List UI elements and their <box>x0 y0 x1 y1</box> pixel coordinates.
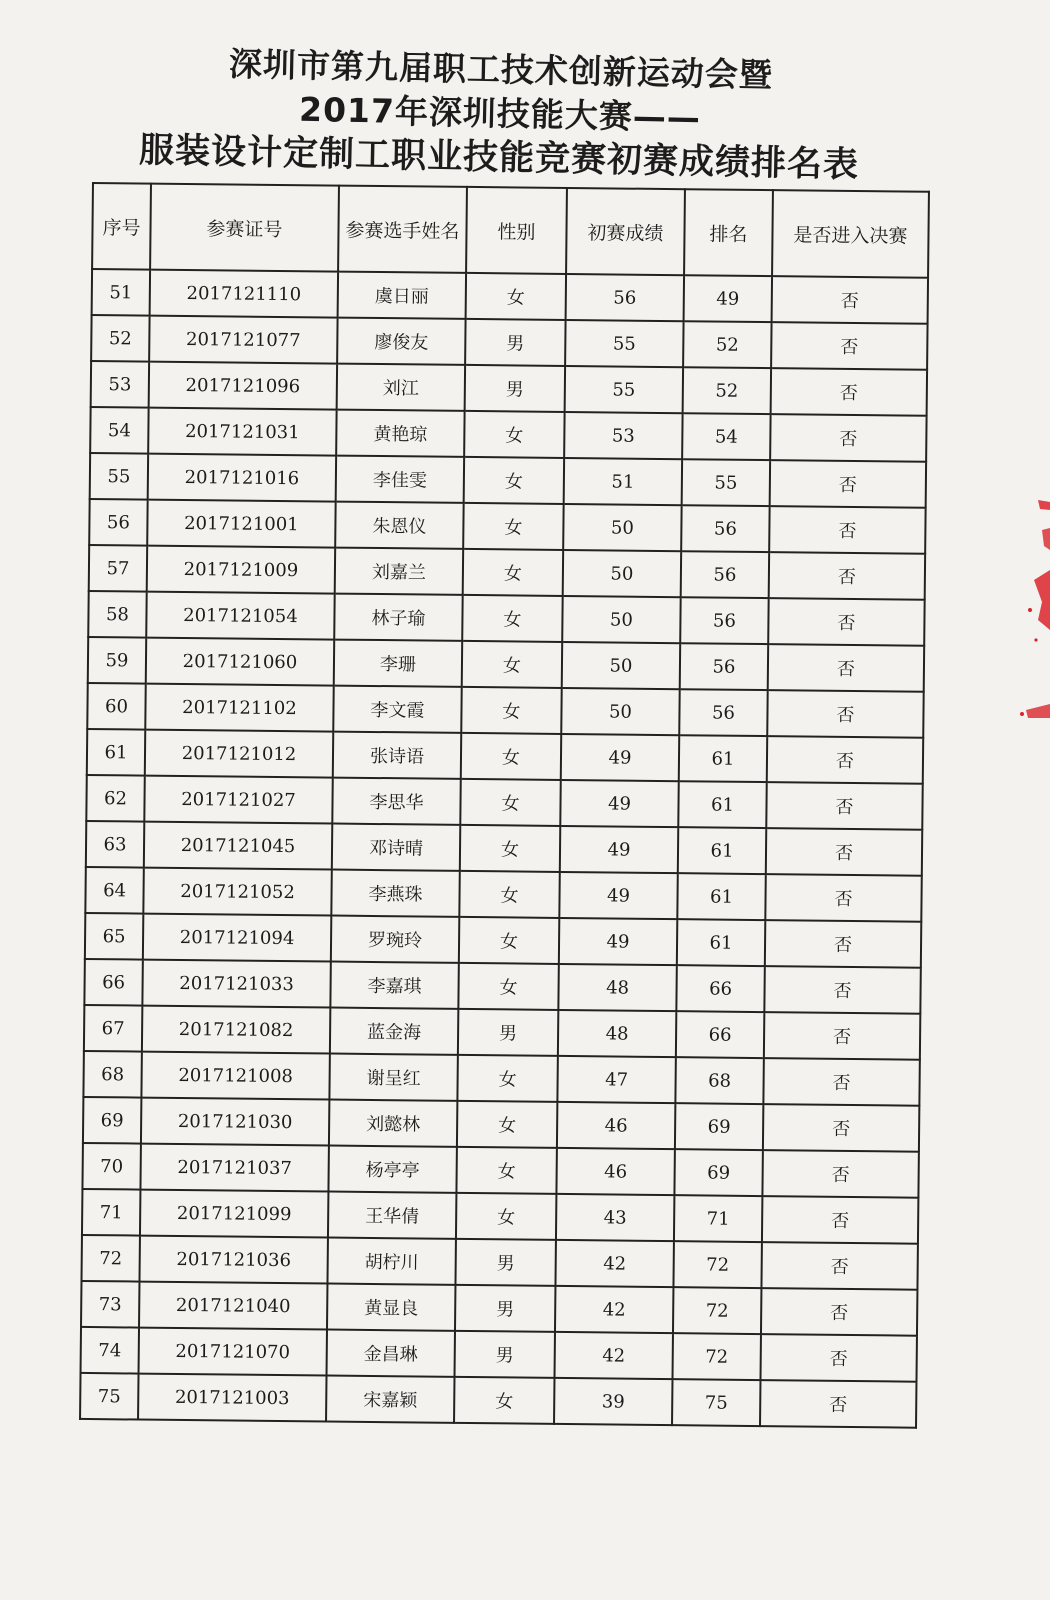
cell-id: 2017121008 <box>141 1052 329 1100</box>
cell-id: 2017121030 <box>141 1098 329 1146</box>
cell-final: 否 <box>763 1104 919 1152</box>
cell-seq: 70 <box>82 1143 140 1190</box>
header-score: 初赛成绩 <box>566 188 685 275</box>
cell-rank: 56 <box>680 643 768 690</box>
cell-seq: 74 <box>81 1327 139 1374</box>
cell-name: 杨亭亭 <box>328 1146 456 1193</box>
cell-rank: 69 <box>675 1103 763 1150</box>
header-id: 参赛证号 <box>150 184 339 272</box>
cell-name: 刘嘉兰 <box>335 548 463 595</box>
cell-name: 王华倩 <box>328 1192 456 1239</box>
table-row <box>80 1373 916 1428</box>
cell-rank: 49 <box>684 275 772 322</box>
cell-score: 48 <box>558 1010 676 1057</box>
cell-final: 否 <box>771 368 927 416</box>
cell-seq: 58 <box>88 591 146 638</box>
cell-rank: 56 <box>681 505 769 552</box>
cell-final: 否 <box>766 782 922 830</box>
cell-rank: 69 <box>674 1149 762 1196</box>
cell-gender: 女 <box>457 1101 557 1148</box>
cell-score: 47 <box>557 1056 675 1103</box>
results-table <box>79 182 930 1429</box>
cell-rank: 56 <box>680 597 768 644</box>
cell-seq: 59 <box>88 637 146 684</box>
cell-name: 胡柠川 <box>327 1238 455 1285</box>
cell-name: 谢呈红 <box>329 1054 457 1101</box>
cell-rank: 56 <box>681 551 769 598</box>
cell-seq: 73 <box>81 1281 139 1328</box>
cell-seq: 56 <box>89 499 147 546</box>
cell-seq: 72 <box>81 1235 139 1282</box>
header-rank: 排名 <box>684 189 773 276</box>
cell-score: 50 <box>563 550 681 597</box>
cell-score: 50 <box>561 688 679 735</box>
header-gender: 性别 <box>466 187 567 274</box>
cell-final: 否 <box>767 690 923 738</box>
cell-id: 2017121054 <box>146 592 334 640</box>
cell-id: 2017121060 <box>146 638 334 686</box>
cell-name: 刘懿林 <box>329 1100 457 1147</box>
cell-seq: 69 <box>83 1097 141 1144</box>
cell-final: 否 <box>768 598 924 646</box>
cell-final: 否 <box>760 1380 916 1428</box>
cell-seq: 57 <box>89 545 147 592</box>
cell-rank: 61 <box>679 735 767 782</box>
cell-final: 否 <box>769 552 925 600</box>
cell-id: 2017121003 <box>138 1374 326 1422</box>
cell-seq: 71 <box>82 1189 140 1236</box>
cell-name: 李文霞 <box>333 686 461 733</box>
cell-gender: 女 <box>457 1055 557 1102</box>
cell-gender: 男 <box>455 1331 555 1378</box>
cell-id: 2017121094 <box>143 914 331 962</box>
cell-gender: 男 <box>455 1239 555 1286</box>
cell-rank: 61 <box>678 781 766 828</box>
cell-score: 50 <box>563 504 681 551</box>
cell-score: 48 <box>558 964 676 1011</box>
cell-score: 46 <box>556 1148 674 1195</box>
cell-id: 2017121040 <box>139 1282 327 1330</box>
cell-gender: 男 <box>465 319 565 366</box>
cell-name: 张诗语 <box>333 732 461 779</box>
cell-rank: 72 <box>672 1333 760 1380</box>
cell-final: 否 <box>763 1058 919 1106</box>
header-name: 参赛选手姓名 <box>338 186 467 273</box>
cell-final: 否 <box>771 322 927 370</box>
document-title <box>119 40 882 188</box>
cell-rank: 68 <box>675 1057 763 1104</box>
cell-id: 2017121077 <box>149 316 337 364</box>
cell-seq: 55 <box>90 453 148 500</box>
cell-id: 2017121052 <box>143 868 331 916</box>
cell-score: 55 <box>565 366 683 413</box>
cell-final: 否 <box>762 1196 918 1244</box>
cell-final: 否 <box>764 966 920 1014</box>
seal-stamp <box>1016 490 1050 730</box>
cell-score: 50 <box>562 642 680 689</box>
cell-gender: 女 <box>460 779 560 826</box>
cell-gender: 女 <box>461 733 561 780</box>
cell-score: 49 <box>561 734 679 781</box>
cell-gender: 女 <box>463 549 563 596</box>
cell-name: 宋嘉颖 <box>326 1376 454 1423</box>
cell-final: 否 <box>761 1242 917 1290</box>
cell-rank: 55 <box>682 459 770 506</box>
cell-rank: 72 <box>673 1287 761 1334</box>
cell-rank: 52 <box>683 321 771 368</box>
cell-gender: 女 <box>456 1193 556 1240</box>
cell-name: 虞日丽 <box>338 272 466 319</box>
cell-seq: 60 <box>87 683 145 730</box>
cell-seq: 66 <box>84 959 142 1006</box>
cell-rank: 71 <box>674 1195 762 1242</box>
cell-gender: 女 <box>458 963 558 1010</box>
cell-seq: 65 <box>85 913 143 960</box>
cell-score: 49 <box>560 780 678 827</box>
cell-rank: 56 <box>679 689 767 736</box>
cell-gender: 女 <box>456 1147 556 1194</box>
cell-seq: 61 <box>87 729 145 776</box>
cell-id: 2017121033 <box>142 960 330 1008</box>
cell-final: 否 <box>769 506 925 554</box>
cell-score: 55 <box>565 320 683 367</box>
cell-name: 廖俊友 <box>337 318 465 365</box>
cell-id: 2017121099 <box>140 1190 328 1238</box>
cell-id: 2017121045 <box>144 822 332 870</box>
cell-final: 否 <box>761 1288 917 1336</box>
cell-gender: 女 <box>459 871 559 918</box>
cell-id: 2017121102 <box>145 684 333 732</box>
table-body <box>80 269 928 1428</box>
cell-gender: 女 <box>462 641 562 688</box>
cell-rank: 75 <box>672 1379 760 1426</box>
cell-id: 2017121016 <box>148 454 336 502</box>
cell-name: 李嘉琪 <box>330 962 458 1009</box>
cell-gender: 女 <box>463 503 563 550</box>
cell-gender: 男 <box>458 1009 558 1056</box>
cell-score: 56 <box>566 274 684 321</box>
cell-name: 罗琬玲 <box>331 916 459 963</box>
cell-seq: 67 <box>84 1005 142 1052</box>
title-line-3: 服装设计定制工职业技能竞赛初赛成绩排名表 <box>138 130 860 186</box>
cell-final: 否 <box>765 920 921 968</box>
cell-score: 49 <box>559 872 677 919</box>
cell-name: 李思华 <box>332 778 460 825</box>
cell-name: 金昌琳 <box>327 1330 455 1377</box>
cell-gender: 女 <box>460 825 560 872</box>
cell-name: 蓝金海 <box>330 1008 458 1055</box>
cell-score: 46 <box>557 1102 675 1149</box>
cell-gender: 女 <box>466 273 566 320</box>
cell-id: 2017121036 <box>139 1236 327 1284</box>
cell-id: 2017121037 <box>140 1144 328 1192</box>
header-final: 是否进入决赛 <box>772 190 929 278</box>
cell-id: 2017121009 <box>147 546 335 594</box>
cell-final: 否 <box>768 644 924 692</box>
cell-final: 否 <box>765 874 921 922</box>
cell-name: 李珊 <box>334 640 462 687</box>
cell-rank: 72 <box>673 1241 761 1288</box>
title-line-1: 深圳市第九届职工技术创新运动会暨 <box>228 44 774 95</box>
cell-final: 否 <box>767 736 923 784</box>
cell-name: 李燕珠 <box>331 870 459 917</box>
cell-rank: 66 <box>676 965 764 1012</box>
cell-name: 邓诗晴 <box>332 824 460 871</box>
cell-seq: 53 <box>91 361 149 408</box>
cell-score: 49 <box>560 826 678 873</box>
cell-id: 2017121027 <box>144 776 332 824</box>
title-line-2: 2017年深圳技能大赛—— <box>298 89 702 138</box>
cell-score: 43 <box>556 1194 674 1241</box>
cell-final: 否 <box>772 276 928 324</box>
cell-rank: 61 <box>677 873 765 920</box>
seal-icon <box>1016 490 1050 730</box>
cell-gender: 男 <box>465 365 565 412</box>
cell-rank: 61 <box>678 827 766 874</box>
cell-name: 朱恩仪 <box>335 502 463 549</box>
cell-id: 2017121082 <box>142 1006 330 1054</box>
cell-score: 42 <box>555 1332 673 1379</box>
cell-gender: 女 <box>454 1377 554 1424</box>
cell-id: 2017121110 <box>150 270 338 318</box>
cell-rank: 54 <box>682 413 770 460</box>
cell-final: 否 <box>764 1012 920 1060</box>
cell-score: 50 <box>562 596 680 643</box>
cell-name: 林子瑜 <box>334 594 462 641</box>
cell-id: 2017121001 <box>147 500 335 548</box>
cell-gender: 男 <box>455 1285 555 1332</box>
cell-score: 49 <box>559 918 677 965</box>
cell-rank: 66 <box>676 1011 764 1058</box>
cell-gender: 女 <box>464 411 564 458</box>
cell-seq: 51 <box>92 269 150 316</box>
cell-id: 2017121096 <box>149 362 337 410</box>
cell-id: 2017121031 <box>148 408 336 456</box>
cell-rank: 61 <box>677 919 765 966</box>
cell-final: 否 <box>760 1334 916 1382</box>
cell-final: 否 <box>762 1150 918 1198</box>
cell-gender: 女 <box>464 457 564 504</box>
cell-seq: 62 <box>86 775 144 822</box>
cell-gender: 女 <box>462 595 562 642</box>
cell-score: 42 <box>555 1240 673 1287</box>
cell-score: 42 <box>555 1286 673 1333</box>
cell-name: 刘江 <box>337 364 465 411</box>
cell-id: 2017121070 <box>139 1328 327 1376</box>
cell-score: 39 <box>554 1378 672 1425</box>
table-header-row <box>92 183 929 278</box>
cell-seq: 52 <box>91 315 149 362</box>
cell-final: 否 <box>766 828 922 876</box>
cell-score: 53 <box>564 412 682 459</box>
cell-final: 否 <box>770 460 926 508</box>
cell-name: 黄显良 <box>327 1284 455 1331</box>
results-table-wrapper <box>79 182 928 1429</box>
cell-id: 2017121012 <box>145 730 333 778</box>
cell-seq: 63 <box>86 821 144 868</box>
cell-seq: 75 <box>80 1373 138 1420</box>
cell-rank: 52 <box>683 367 771 414</box>
cell-final: 否 <box>770 414 926 462</box>
cell-seq: 64 <box>85 867 143 914</box>
cell-gender: 女 <box>459 917 559 964</box>
cell-name: 黄艳琼 <box>336 410 464 457</box>
header-seq: 序号 <box>92 183 151 270</box>
cell-seq: 68 <box>83 1051 141 1098</box>
cell-seq: 54 <box>90 407 148 454</box>
cell-name: 李佳雯 <box>336 456 464 503</box>
cell-score: 51 <box>564 458 682 505</box>
cell-gender: 女 <box>461 687 561 734</box>
